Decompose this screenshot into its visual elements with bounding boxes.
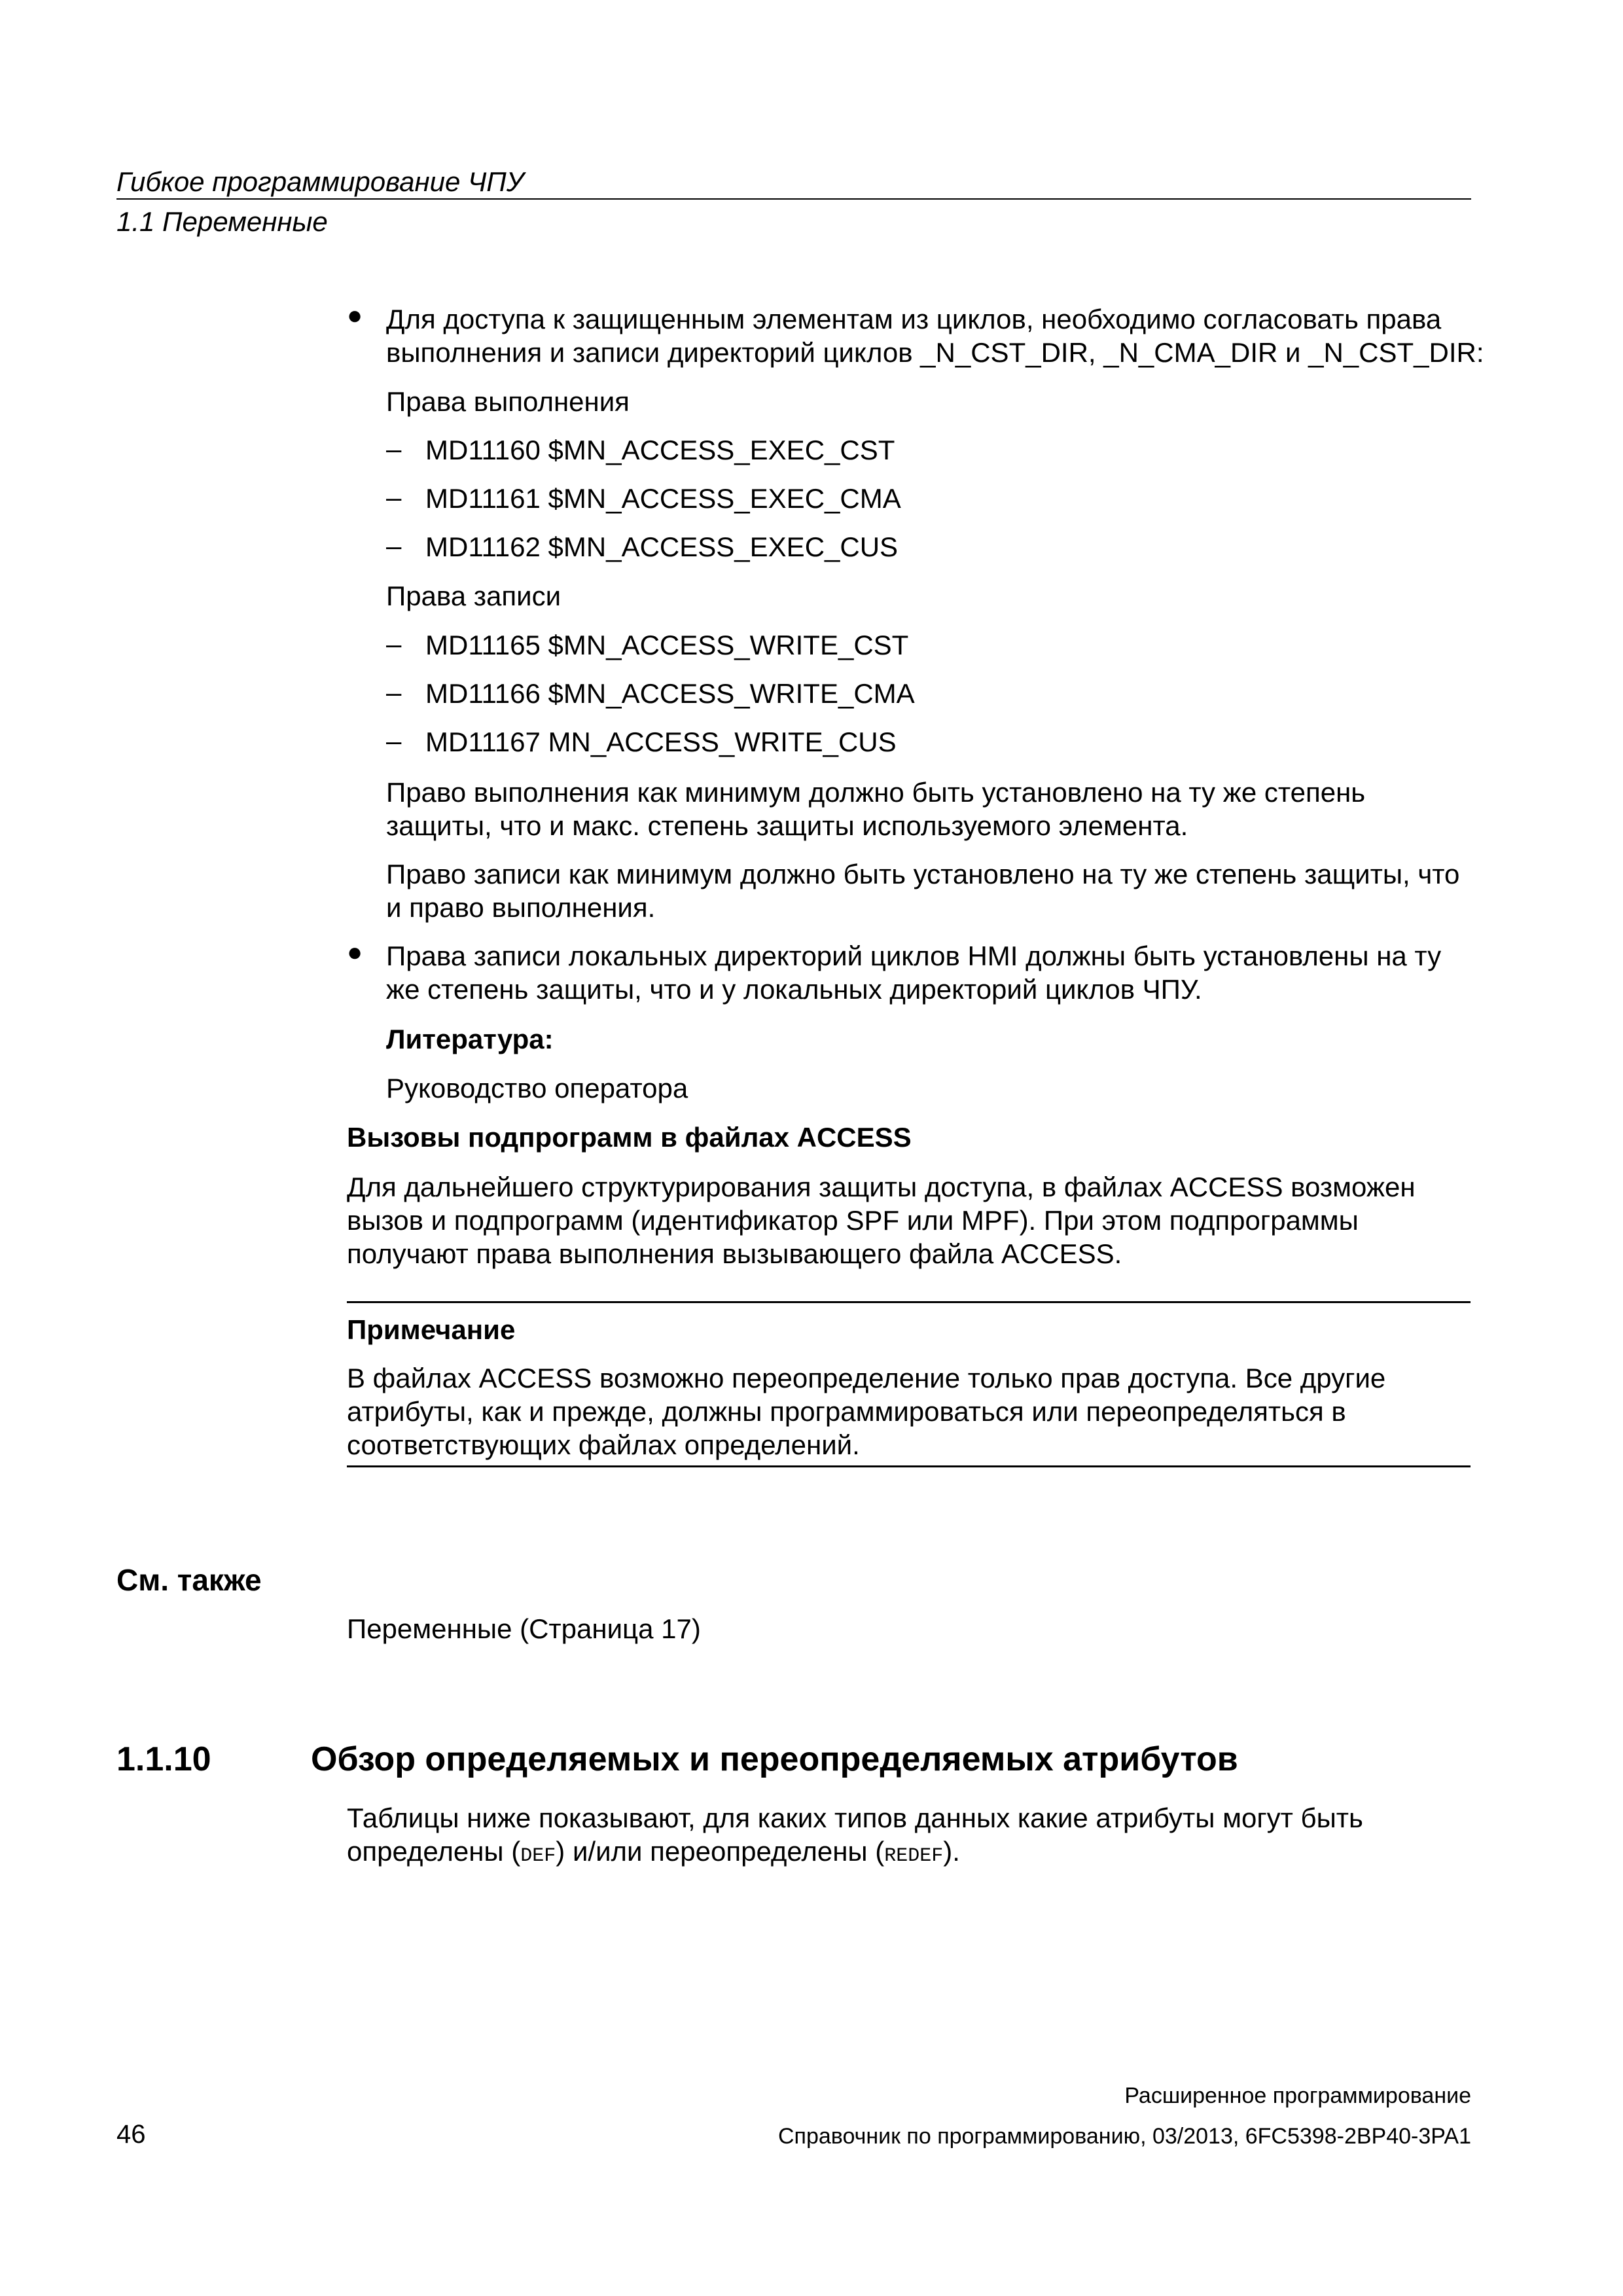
bullet2-text-line1: Права записи локальных директорий циклов HMI должны быть установлены на ту: [386, 941, 1442, 971]
exec-rights-label: Права выполнения: [386, 386, 630, 417]
bullet1-text-line2: выполнения и записи директорий циклов _N_CST_DIR, _N_CMA_DIR и _N_CST_DIR:: [386, 337, 1484, 368]
dash-icon: –: [386, 628, 402, 659]
dash-icon: –: [386, 482, 402, 512]
section-number: 1.1.10: [116, 1740, 211, 1778]
see-also-heading: См. также: [116, 1563, 262, 1597]
exec-item: MD11162 $MN_ACCESS_EXEC_CUS: [425, 531, 899, 562]
dash-icon: –: [386, 530, 402, 561]
dash-icon: –: [386, 677, 402, 708]
bullet-icon: ●: [347, 938, 363, 967]
section-intro-line1: Таблицы ниже показывают, для каких типов данных какие атрибуты могут быть: [347, 1803, 1363, 1833]
exec-note-line1: Право выполнения как минимум должно быть установлено на ту же степень: [386, 777, 1366, 808]
note-top-rule: [347, 1301, 1471, 1303]
intro-text-a: определены (: [347, 1836, 521, 1867]
literature-value: Руководство оператора: [386, 1073, 688, 1103]
section-intro-line2: [347, 1835, 960, 1873]
write-note-line2: и право выполнения.: [386, 892, 656, 923]
dash-icon: –: [386, 725, 402, 756]
note-bottom-rule: [347, 1465, 1471, 1467]
literature-label: Литература:: [386, 1024, 554, 1054]
write-note-line1: Право записи как минимум должно быть установлено на ту же степень защиты, что: [386, 859, 1460, 889]
access-calls-line3: получают права выполнения вызывающего файла ACCESS.: [347, 1238, 1122, 1269]
exec-item: MD11161 $MN_ACCESS_EXEC_CMA: [425, 483, 901, 514]
write-item: MD11167 MN_ACCESS_WRITE_CUS: [425, 726, 897, 757]
running-header-section: 1.1 Переменные: [116, 206, 328, 237]
section-title: Обзор определяемых и переопределяемых атрибутов: [311, 1740, 1238, 1778]
header-divider: [116, 198, 1471, 200]
intro-text-b: ) и/или переопределены (: [556, 1836, 885, 1867]
note-title: Примечание: [347, 1314, 516, 1345]
note-line3: соответствующих файлах определений.: [347, 1429, 860, 1460]
note-line2: атрибуты, как и прежде, должны программироваться или переопределяться в: [347, 1396, 1346, 1427]
bullet-icon: ●: [347, 301, 363, 330]
exec-item: MD11160 $MN_ACCESS_EXEC_CST: [425, 435, 895, 465]
access-calls-line2: вызов и подпрограмм (идентификатор SPF или MPF). При этом подпрограммы: [347, 1205, 1359, 1236]
write-item: MD11165 $MN_ACCESS_WRITE_CST: [425, 630, 909, 660]
bullet1-text-line1: Для доступа к защищенным элементам из циклов, необходимо согласовать права: [386, 304, 1442, 334]
running-header-chapter: Гибкое программирование ЧПУ: [116, 166, 524, 197]
write-rights-label: Права записи: [386, 581, 562, 611]
note-line1: В файлах ACCESS возможно переопределение только прав доступа. Все другие: [347, 1363, 1386, 1393]
code-def: DEF: [520, 1845, 556, 1867]
write-item: MD11166 $MN_ACCESS_WRITE_CMA: [425, 678, 915, 709]
see-also-link[interactable]: Переменные (Страница 17): [347, 1613, 701, 1644]
page-number: 46: [116, 2120, 146, 2149]
intro-text-c: ).: [943, 1836, 960, 1867]
access-calls-line1: Для дальнейшего структурирования защиты доступа, в файлах ACCESS возможен: [347, 1172, 1416, 1202]
footer-doc-title: Расширенное программирование: [1124, 2083, 1471, 2108]
code-redef: REDEF: [884, 1845, 944, 1867]
bullet2-text-line2: же степень защиты, что и у локальных директорий циклов ЧПУ.: [386, 974, 1202, 1005]
access-calls-heading: Вызовы подпрограмм в файлах ACCESS: [347, 1122, 912, 1153]
footer-doc-ref: Справочник по программированию, 03/2013, 6FC5398-2BP40-3PA1: [778, 2124, 1471, 2149]
exec-note-line2: защиты, что и макс. степень защиты используемого элемента.: [386, 810, 1188, 841]
dash-icon: –: [386, 433, 402, 464]
